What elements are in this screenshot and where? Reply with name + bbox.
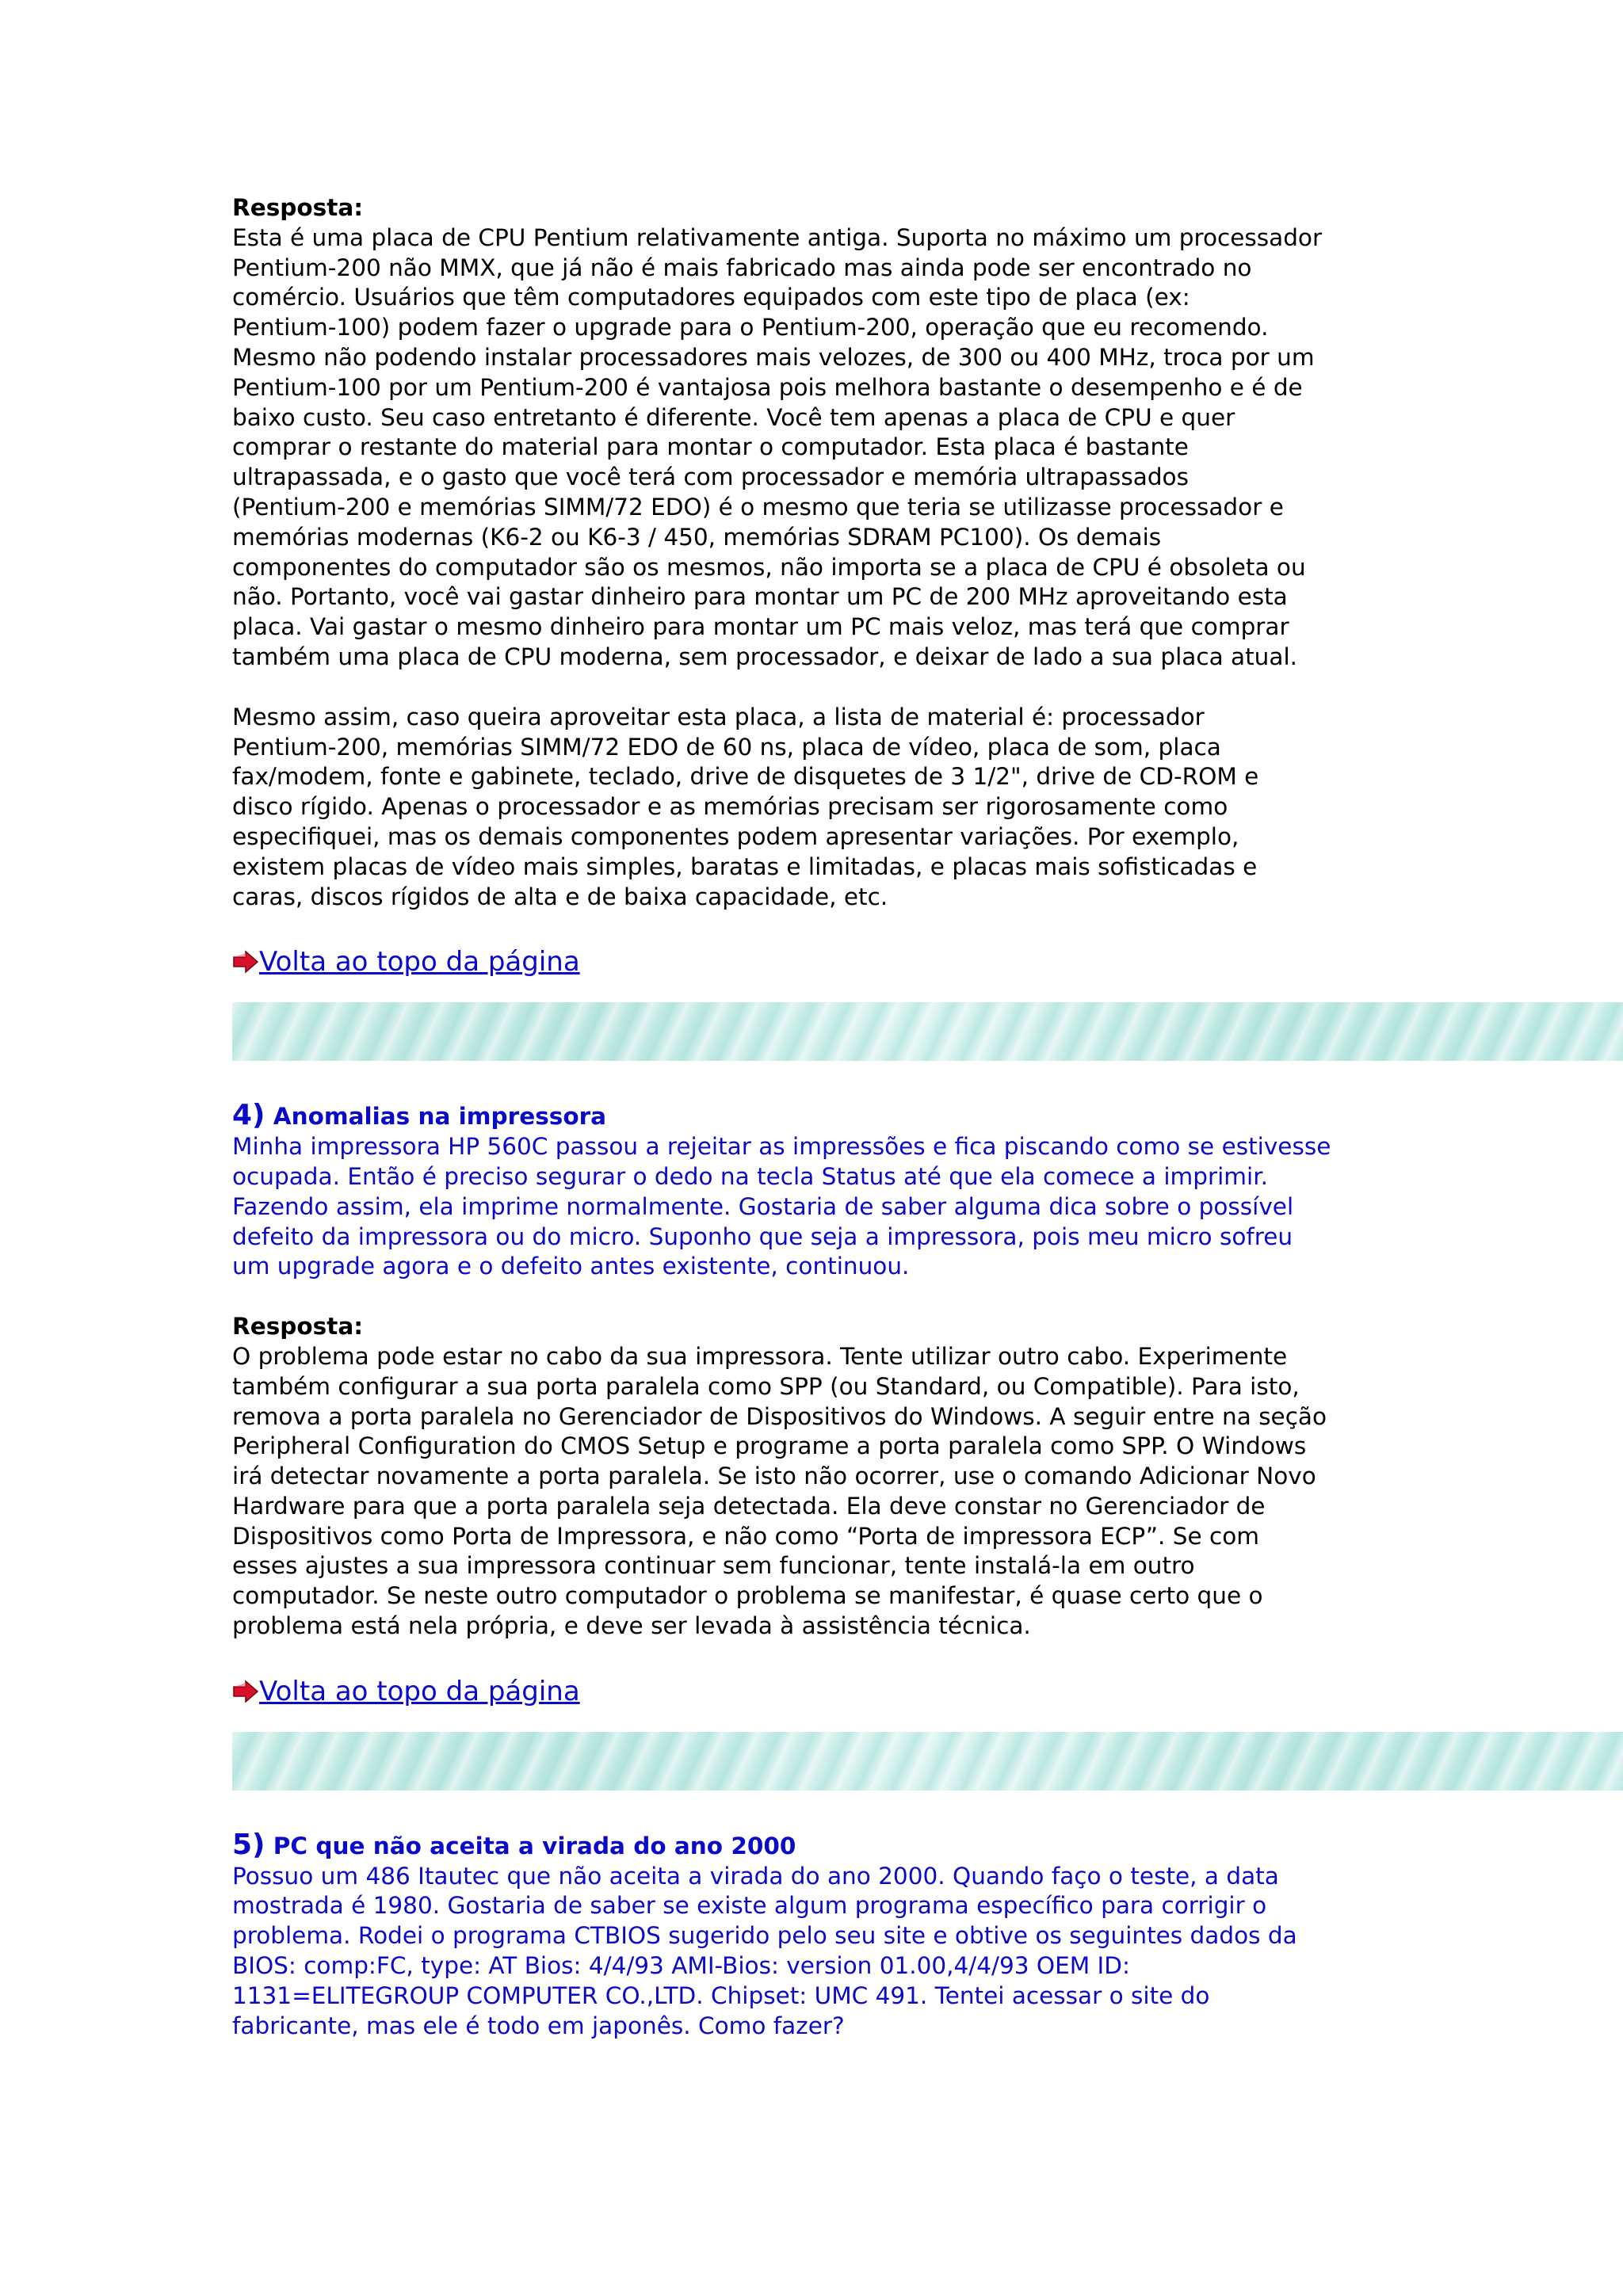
text-line: mostrada é 1980. Gostaria de saber se existe algum programa específico para corrigir o xyxy=(232,1892,1267,1920)
question-heading-5 xyxy=(232,1830,1615,1862)
question-text-5 xyxy=(232,1862,1615,2042)
text-line: Fazendo assim, ela imprime normalmente. Gostaria de saber alguma dica sobre o possível xyxy=(232,1192,1294,1220)
text-line: O problema pode estar no cabo da sua impressora. Tente utilizar outro cabo. Experimente xyxy=(232,1342,1288,1370)
text-line: esses ajustes a sua impressora continuar sem funcionar, tente instalá-la em outro xyxy=(232,1552,1195,1580)
text-line: fabricante, mas ele é todo em japonês. Como fazer? xyxy=(232,2012,845,2039)
text-line: Minha impressora HP 560C passou a rejeitar as impressões e fica piscando como se estivesse xyxy=(232,1133,1331,1161)
text-line: caras, discos rígidos de alta e de baixa capacidade, etc. xyxy=(232,883,888,910)
text-line: BIOS: comp:FC, type: AT Bios: 4/4/93 AMI-Bios: version 01.00,4/4/93 OEM ID: xyxy=(232,1952,1130,1980)
question-block-5 xyxy=(232,1830,1615,2042)
text-line: Pentium-100) podem fazer o upgrade para o Pentium-200, operação que eu recomendo. xyxy=(232,314,1269,341)
answer-block-3 xyxy=(232,193,1615,673)
text-line: um upgrade agora e o defeito antes existente, continuou. xyxy=(232,1253,910,1280)
text-line: Hardware para que a porta paralela seja detectada. Ela deve constar no Gerenciador de xyxy=(232,1492,1266,1520)
text-line: também uma placa de CPU moderna, sem processador, e deixar de lado a sua placa atual. xyxy=(232,643,1298,670)
red-arrow-icon xyxy=(232,1680,259,1703)
back-to-top-link[interactable] xyxy=(232,945,1615,978)
decorative-separator xyxy=(232,1002,1623,1061)
answer-text-3 xyxy=(232,223,1615,673)
text-line: comércio. Usuários que têm computadores equipados com este tipo de placa (ex: xyxy=(232,284,1190,311)
back-to-top-link-text[interactable]: Volta ao topo da página xyxy=(259,946,580,978)
text-line: irá detectar novamente a porta paralela. Se isto não ocorrer, use o comando Adicionar Novo xyxy=(232,1463,1316,1490)
text-line: existem placas de vídeo mais simples, baratas e limitadas, e placas mais sofisticadas e xyxy=(232,852,1258,880)
question-title: PC que não aceita a virada do ano 2000 xyxy=(273,1832,796,1859)
answer-label: Resposta: xyxy=(232,1313,364,1341)
text-line: Mesmo não podendo instalar processadores mais velozes, de 300 ou 400 MHz, troca por um xyxy=(232,343,1315,371)
text-line: Peripheral Configuration do CMOS Setup e programe a porta paralela como SPP. O Windows xyxy=(232,1432,1307,1460)
text-line: placa. Vai gastar o mesmo dinheiro para montar um PC mais veloz, mas terá que comprar xyxy=(232,613,1289,641)
text-line: Pentium-200 não MMX, que já não é mais fabricado mas ainda pode ser encontrado no xyxy=(232,254,1252,281)
back-to-top-link-text[interactable]: Volta ao topo da página xyxy=(259,1675,580,1707)
text-line: Possuo um 486 Itautec que não aceita a virada do ano 2000. Quando faço o teste, a data xyxy=(232,1862,1279,1890)
text-line: Pentium-200, memórias SIMM/72 EDO de 60 ns, placa de vídeo, placa de som, placa xyxy=(232,733,1221,761)
red-arrow-icon xyxy=(232,950,259,974)
text-line: componentes do computador são os mesmos, não importa se a placa de CPU é obsoleta ou xyxy=(232,553,1306,581)
text-line: Dispositivos como Porta de Impressora, e não como “Porta de impressora ECP”. Se com xyxy=(232,1522,1260,1550)
question-block-4 xyxy=(232,1100,1615,1282)
page-content xyxy=(232,193,1615,2041)
question-title: Anomalias na impressora xyxy=(273,1103,607,1131)
text-line: defeito da impressora ou do micro. Suponho que seja a impressora, pois meu micro sofreu xyxy=(232,1222,1293,1250)
question-text-4 xyxy=(232,1132,1615,1282)
text-line: computador. Se neste outro computador o problema se manifestar, é quase certo que o xyxy=(232,1582,1263,1610)
text-line: memórias modernas (K6-2 ou K6-3 / 450, memórias SDRAM PC100). Os demais xyxy=(232,523,1162,551)
question-heading-4 xyxy=(232,1100,1615,1132)
text-line: fax/modem, fonte e gabinete, teclado, drive de disquetes de 3 1/2", drive de CD-ROM e xyxy=(232,763,1259,791)
text-line: também configurar a sua porta paralela como SPP (ou Standard, ou Compatible). Para isto, xyxy=(232,1372,1300,1400)
answer-block-4 xyxy=(232,1312,1615,1642)
text-line: disco rígido. Apenas o processador e as memórias precisam ser rigorosamente como xyxy=(232,793,1228,821)
answer-text-4 xyxy=(232,1342,1615,1642)
text-line: Pentium-100 por um Pentium-200 é vantajosa pois melhora bastante o desempenho e é de xyxy=(232,373,1303,401)
decorative-separator xyxy=(232,1732,1623,1791)
answer-text-3b xyxy=(232,703,1615,913)
text-line: não. Portanto, você vai gastar dinheiro para montar um PC de 200 MHz aproveitando esta xyxy=(232,583,1288,611)
text-line: especifiquei, mas os demais componentes podem apresentar variações. Por exemplo, xyxy=(232,822,1239,850)
text-line: ocupada. Então é preciso segurar o dedo na tecla Status até que ela comece a imprimir. xyxy=(232,1162,1269,1190)
text-line: Mesmo assim, caso queira aproveitar esta placa, a lista de material é: processador xyxy=(232,703,1205,730)
answer-label: Resposta: xyxy=(232,194,364,221)
question-number: 4) xyxy=(232,1099,265,1132)
question-number: 5) xyxy=(232,1828,265,1861)
text-line: problema está nela própria, e deve ser levada à assistência técnica. xyxy=(232,1612,1031,1640)
text-line: remova a porta paralela no Gerenciador de Dispositivos do Windows. A seguir entre na seção xyxy=(232,1402,1327,1430)
text-line: 1131=ELITEGROUP COMPUTER CO.,LTD. Chipset: UMC 491. Tentei acessar o site do xyxy=(232,1981,1210,2009)
text-line: ultrapassada, e o gasto que você terá com processador e memória ultrapassados xyxy=(232,463,1189,491)
text-line: Esta é uma placa de CPU Pentium relativamente antiga. Suporta no máximo um processador xyxy=(232,223,1323,251)
text-line: baixo custo. Seu caso entretanto é diferente. Você tem apenas a placa de CPU e quer xyxy=(232,403,1235,431)
text-line: comprar o restante do material para montar o computador. Esta placa é bastante xyxy=(232,433,1189,461)
back-to-top-link[interactable] xyxy=(232,1675,1615,1708)
text-line: (Pentium-200 e memórias SIMM/72 EDO) é o mesmo que teria se utilizasse processador e xyxy=(232,493,1284,521)
text-line: problema. Rodei o programa CTBIOS sugerido pelo seu site e obtive os seguintes dados da xyxy=(232,1922,1297,1950)
